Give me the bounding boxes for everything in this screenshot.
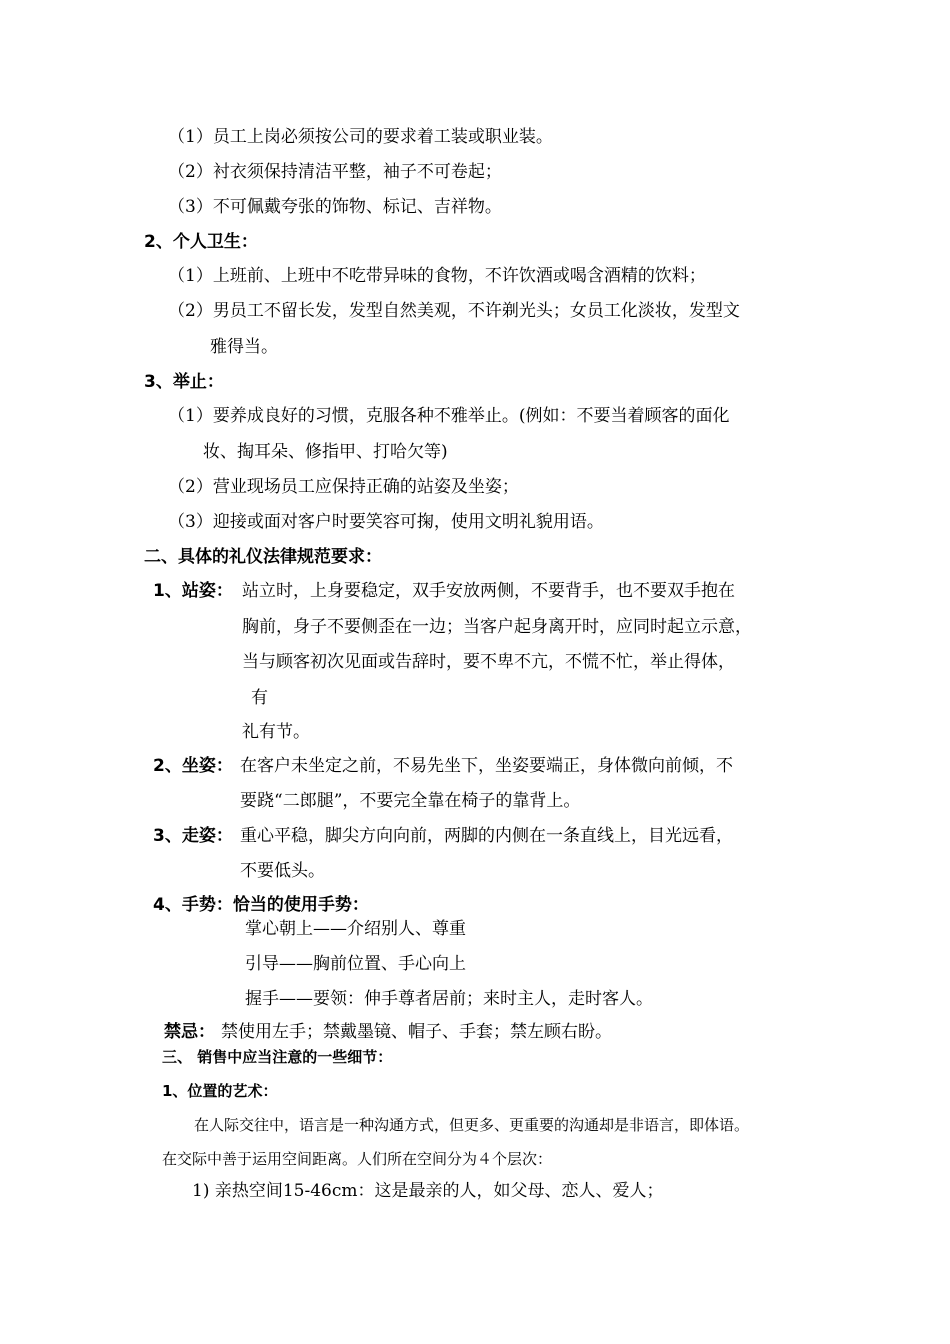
item-heading: 1、站姿： [153, 581, 233, 601]
text-line: 掌心朝上——介绍别人、尊重 [245, 919, 466, 939]
item-heading: 禁忌： [164, 1022, 215, 1042]
section-heading: 三、 销售中应当注意的一些细节： [162, 1048, 393, 1066]
text-line: 引导——胸前位置、手心向上 [245, 954, 466, 974]
text-line: 在人际交往中，语言是一种沟通方式，但更多、更重要的沟通却是非语言，即体语。 [194, 1116, 750, 1134]
text-line: 在交际中善于运用空间距离。人们所在空间分为４个层次： [162, 1150, 553, 1168]
text-line: 重心平稳，脚尖方向向前，两脚的内侧在一条直线上，目光远看， [240, 826, 733, 846]
text-line: 1) 亲热空间15-46cm：这是最亲的人，如父母、恋人、爱人； [192, 1181, 664, 1201]
item-heading: 3、走姿： [153, 826, 233, 846]
text-line: 妆、掏耳朵、修指甲、打哈欠等) [203, 442, 448, 462]
text-line: 当与顾客初次见面或告辞时，要不卑不亢，不慌不忙，举止得体， [242, 652, 735, 672]
item-heading: 1、位置的艺术： [162, 1082, 278, 1100]
text-line: （3）迎接或面对客户时要笑容可掬，使用文明礼貌用语。 [168, 512, 604, 532]
text-line: 禁使用左手；禁戴墨镜、帽子、手套；禁左顾右盼。 [221, 1022, 612, 1042]
section-heading: 2、个人卫生： [144, 232, 258, 252]
text-line: 在客户未坐定之前，不易先坐下，坐姿要端正，身体微向前倾，不 [240, 756, 733, 776]
text-line: （2）衬衣须保持清洁平整，袖子不可卷起； [168, 162, 502, 182]
text-line: （3）不可佩戴夸张的饰物、标记、吉祥物。 [168, 197, 502, 217]
section-heading: 3、举止： [144, 372, 224, 392]
text-line: 握手——要领：伸手尊者居前；来时主人，走时客人。 [245, 989, 653, 1009]
text-line: 胸前，身子不要侧歪在一边；当客户起身离开时，应同时起立示意， [242, 617, 752, 637]
text-line: 礼有节。 [242, 722, 310, 742]
text-line: （2）营业现场员工应保持正确的站姿及坐姿； [168, 477, 519, 497]
section-heading: 二、具体的礼仪法律规范要求： [144, 547, 382, 567]
text-line: （2）男员工不留长发，发型自然美观，不许剃光头；女员工化淡妆，发型文 [168, 301, 740, 321]
text-line: 要跷“二郎腿”，不要完全靠在椅子的靠背上。 [240, 791, 581, 811]
text-line: （1）员工上岗必须按公司的要求着工装或职业装。 [168, 127, 553, 147]
item-heading: 4、手势：恰当的使用手势： [153, 895, 369, 915]
text-line: 有 [251, 688, 268, 708]
text-line: （1）上班前、上班中不吃带异味的食物，不许饮酒或喝含酒精的饮料； [168, 266, 706, 286]
text-line: （1）要养成良好的习惯，克服各种不雅举止。(例如：不要当着顾客的面化 [168, 406, 730, 426]
text-line: 站立时，上身要稳定，双手安放两侧，不要背手，也不要双手抱在 [242, 581, 735, 601]
text-line: 不要低头。 [240, 861, 325, 881]
text-line: 雅得当。 [210, 337, 278, 357]
item-heading: 2、坐姿： [153, 756, 233, 776]
